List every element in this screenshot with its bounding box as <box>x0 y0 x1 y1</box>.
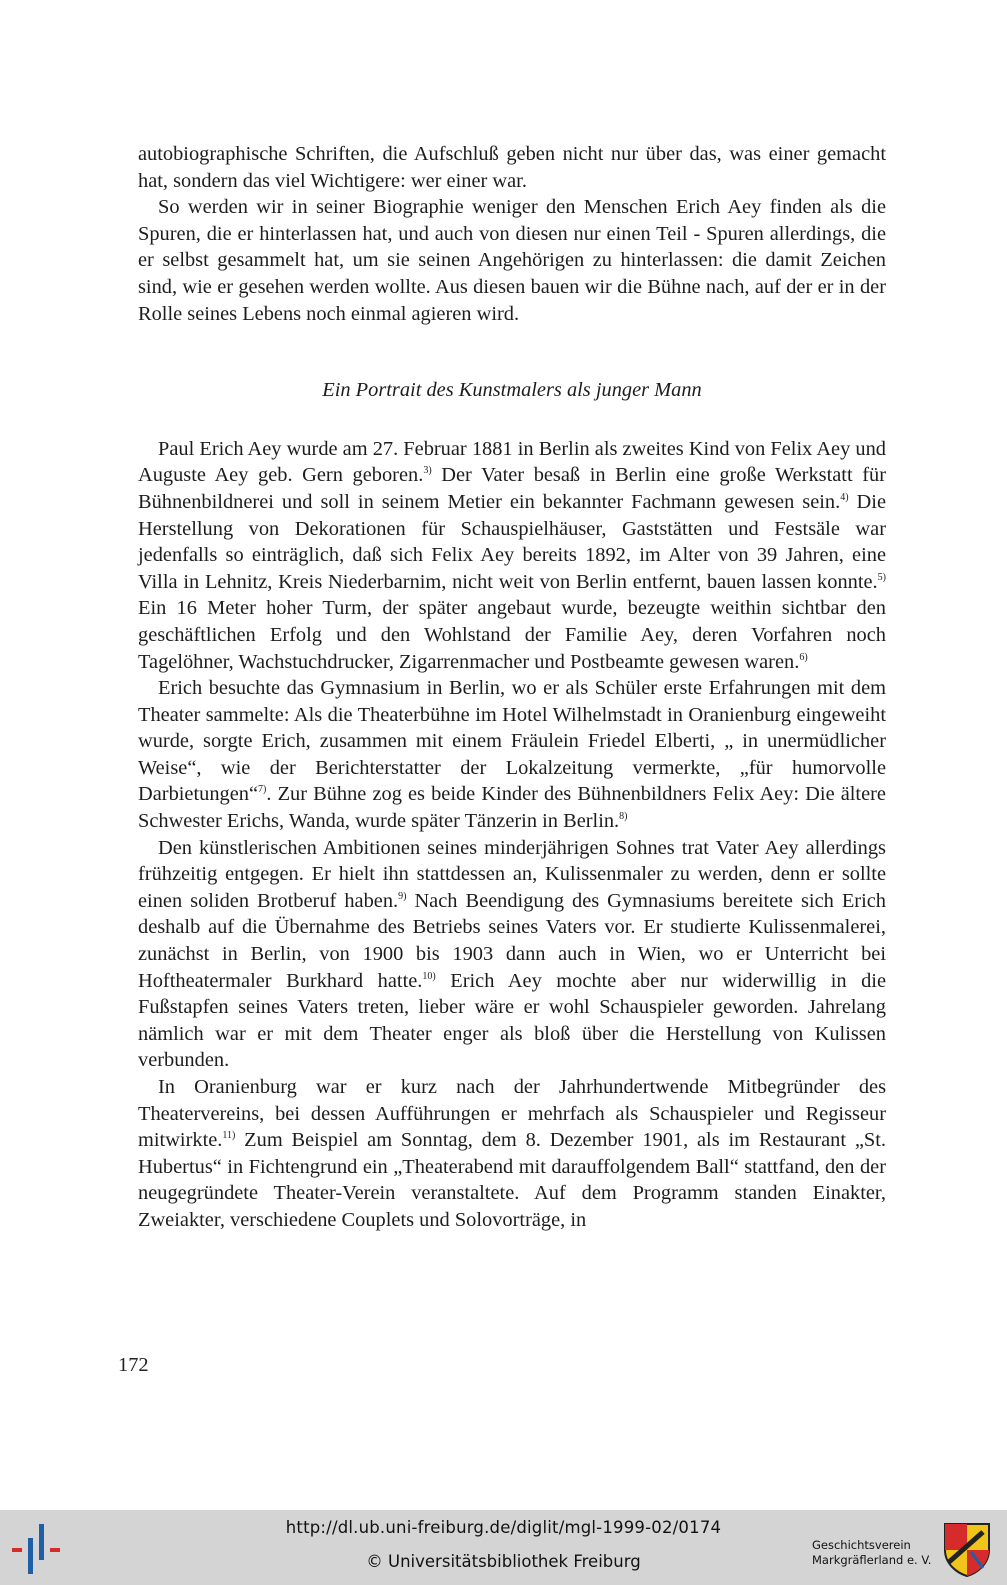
text-run: Paul Erich Aey wurde am 27. Februar 1881 in Berlin als zweites Kind von Felix Aey und Auguste Aey geb. Gern geboren. <box>138 437 886 487</box>
document-body <box>138 141 886 1234</box>
footnote-ref: 6) <box>799 651 808 663</box>
text-run: . Zur Bühne zog es beide Kinder des Bühnenbildners Felix Aey: Die ältere Schwester Erichs, Wanda, wurde später Tänzerin in Berlin. <box>138 783 886 833</box>
footnote-ref: 7) <box>258 784 267 796</box>
footnote-ref: 4) <box>840 491 849 503</box>
footnote-ref: 3) <box>423 465 432 477</box>
coat-of-arms-icon <box>943 1522 991 1578</box>
text-run: Nach Beendigung des Gymnasiums bereitete sich Erich deshalb auf die Übernahme des Betriebs seines Vaters vor. Er studierte Kulissenmalerei, zunächst in Berlin, von 1900 bis 1903 dann auch in Wien, wo er Unterricht bei Hoftheatermaler Burkhard hatte. <box>138 889 886 992</box>
paragraph: So werden wir in seiner Biographie weniger den Menschen Erich Aey finden als die Spuren, die er hinterlassen hat, und auch von diesen nur einen Teil - Spuren allerdings, die er selbst gesammelt hat, um sie seinen Angehörigen zu hinterlassen: die damit Zeichen sind, wie er gesehen werden wollte. Aus diesen bauen wir die Bühne nach, auf der er in der Rolle seines Lebens noch einmal agieren wird. <box>138 196 886 325</box>
paragraph <box>138 675 886 835</box>
footer-copyright: © Universitätsbibliothek Freiburg <box>366 1552 641 1571</box>
text-run: Erich besuchte das Gymnasium in Berlin, wo er als Schüler erste Erfahrungen mit dem Theater sammelte: Als die Theaterbühne im Hotel Wilhelmstadt in Oranienburg eingeweiht wurde, sorgte Erich, zusammen mit einem Fräulein Friedel Elberti, „ in unermüdlicher Weise“, wie der Berichterstatter der Lokalzeitung vermerkte, „für humorvolle Darbietungen“ <box>138 677 886 806</box>
footnote-ref: 11) <box>222 1130 236 1142</box>
footer-organization <box>812 1538 932 1568</box>
org-name-line: Markgräflerland e. V. <box>812 1553 932 1567</box>
footnote-ref: 5) <box>877 571 886 583</box>
text-run: Der Vater besaß in Berlin eine große Werkstatt für Bühnenbildnerei und soll in seinem Metier ein bekannter Fachmann gewesen sein. <box>138 464 886 513</box>
text-run: Zum Beispiel am Sonntag, dem 8. Dezember 1901, als im Restaurant „St. Hubertus“ in Fichtengrund ein „Theaterabend mit darauffolgendem Ball“ stattfand, den der neugegründete Theater-Verein veranstaltete. Auf dem Programm standen Einakter, Zweiakter, verschiedene Couplets und Solovorträge, in <box>138 1129 886 1231</box>
footer-url-link[interactable]: http://dl.ub.uni-freiburg.de/diglit/mgl-1999-02/0174 <box>285 1518 722 1537</box>
footnote-ref: 10) <box>422 970 436 982</box>
section-heading: Ein Portrait des Kunstmalers als junger Mann <box>322 379 702 402</box>
org-name-line: Geschichtsverein <box>812 1538 911 1552</box>
text-run: Erich Aey mochte aber nur widerwillig in die Fußstapfen seines Vaters treten, lieber wäre er wohl Schauspieler geworden. Jahrelang nämlich war er mit dem Theater enger als bloß über die Herstellung von Kulissen verbunden. <box>138 969 886 1072</box>
footnote-ref: 9) <box>398 890 407 902</box>
footer-bar <box>0 1510 1007 1585</box>
page-number: 172 <box>118 1354 149 1376</box>
text-run: In Oranienburg war er kurz nach der Jahrhundertwende Mitbegründer des Theatervereins, bei dessen Aufführungen er mehrfach als Schauspieler und Regisseur mitwirkte. <box>138 1076 886 1152</box>
paragraph <box>138 835 886 1074</box>
paragraph: autobiographische Schriften, die Aufschluß geben nicht nur über das, was einer gemacht hat, sondern das viel Wichtigere: wer einer war. <box>138 143 886 192</box>
text-run: Ein 16 Meter hoher Turm, der später angebaut wurde, bezeugte weithin sichtbar den geschäftlichen Erfolg und den Wohlstand der Familie Aey, deren Vorfahren noch Tagelöhner, Wachstuchdrucker, Zigarrenmacher und Postbeamte gewesen waren. <box>138 597 886 673</box>
paragraph <box>138 1074 886 1234</box>
footnote-ref: 8) <box>619 811 628 823</box>
text-run: Die Herstellung von Dekorationen für Schauspielhäuser, Gaststätten und Festsäle war jedenfalls so einträglich, daß sich Felix Aey bereits 1892, im Alter von 39 Jahren, eine Villa in Lehnitz, Kreis Niederbarnim, nicht weit von Berlin entfernt, bauen lassen konnte. <box>138 490 886 593</box>
text-run: Den künstlerischen Ambitionen seines minderjährigen Sohnes trat Vater Aey allerdings frühzeitig entgegen. Er hielt ihn stattdessen an, Kulissenmaler zu werden, denn er sollte einen soliden Brotberuf haben. <box>138 836 886 912</box>
paragraph <box>138 436 886 675</box>
